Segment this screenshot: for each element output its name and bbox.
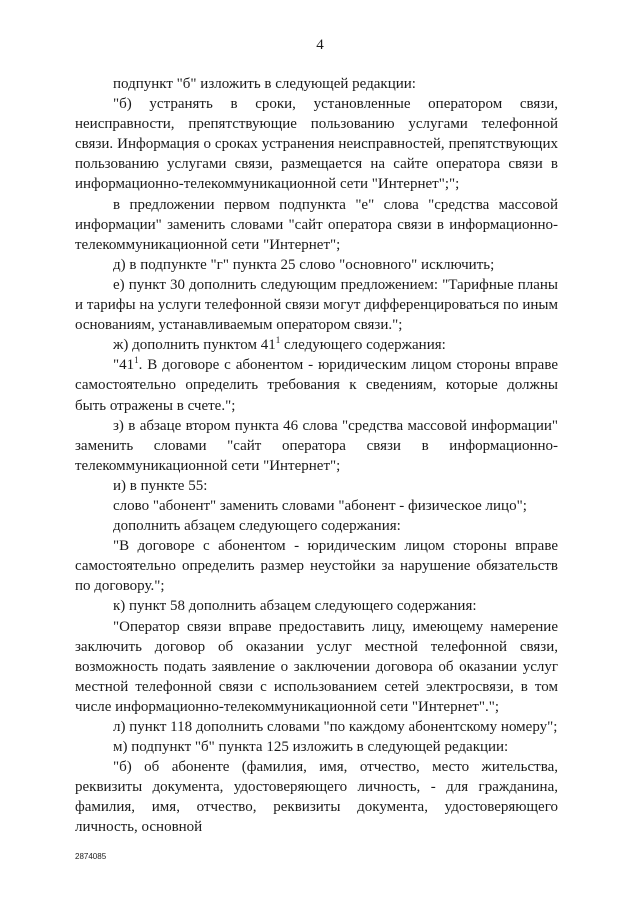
paragraph: слово "абонент" заменить словами "абонент - физическое лицо"; bbox=[113, 497, 527, 514]
paragraph: "б) устранять в сроки, установленные оператором связи, неисправности, препятствующие пользованию услугами телефонной связи. Информация о сроках устранения неисправностей, препятствующих пользованию услугами связи, размещается на сайте оператора связи в информационно-телекоммуникационной сети "Интернет";"; bbox=[75, 96, 558, 193]
paragraph: л) пункт 118 дополнить словами "по каждому абонентскому номеру"; bbox=[113, 719, 558, 735]
document-code: 2874085 bbox=[75, 852, 107, 861]
paragraph: м) подпункт "б" пункта 125 изложить в следующей редакции: bbox=[113, 739, 509, 756]
paragraph: подпункт "б" изложить в следующей редакции: bbox=[113, 76, 416, 92]
paragraph bbox=[75, 355, 558, 415]
paragraph: дополнить абзацем следующего содержания: bbox=[113, 518, 401, 535]
paragraph: е) пункт 30 дополнить следующим предложением: "Тарифные планы и тарифы на услуги телефонной связи могут дифференцироваться по иным основаниям, устанавливаемым оператором связи."; bbox=[75, 276, 558, 334]
text-span: . В договоре с абонентом - юридическим лицом стороны вправе самостоятельно определить требования к сведениям, которые должны быть отражены в счете."; bbox=[75, 357, 558, 414]
paragraph: "В договоре с абонентом - юридическим лицом стороны вправе самостоятельно определить размер неустойки за нарушение обязательств по договору."; bbox=[75, 538, 558, 595]
superscript: 1 bbox=[275, 335, 281, 346]
paragraph: з) в абзаце втором пункта 46 слова "средства массовой информации" заменить словами "сайт оператора связи в информационно-телекоммуникационной сети "Интернет"; bbox=[75, 417, 558, 474]
superscript: 1 bbox=[134, 355, 139, 366]
paragraph: и) в пункте 55: bbox=[113, 477, 208, 494]
page-number: 4 bbox=[316, 37, 324, 53]
body-text bbox=[75, 74, 558, 838]
text-span: следующего содержания: bbox=[280, 337, 446, 354]
paragraph bbox=[75, 335, 558, 355]
paragraph: д) в подпункте "г" пункта 25 слово "основного" исключить; bbox=[113, 256, 495, 273]
paragraph: в предложении первом подпункта "е" слова "средства массовой информации" заменить словами "сайт оператора связи в информационно-телекоммуникационной сети "Интернет"; bbox=[75, 196, 558, 253]
paragraph: "б) об абоненте (фамилия, имя, отчество, место жительства, реквизиты документа, удостоверяющего личность, - для гражданина, фамилия, имя, отчество, реквизиты документа, удостоверяющего личность, основной bbox=[75, 759, 558, 836]
paragraph: "Оператор связи вправе предоставить лицу, имеющему намерение заключить договор об оказании услуг местной телефонной связи, возможность подать заявление о заключении договора об оказании услуг местной телефонной связи с использованием сетей электросвязи, в том числе информационно-телекоммуникационной сети "Интернет"."; bbox=[75, 618, 558, 715]
text-span: ж) дополнить пунктом 41 bbox=[113, 337, 276, 354]
paragraph: к) пункт 58 дополнить абзацем следующего содержания: bbox=[113, 598, 477, 615]
text-span: "41 bbox=[113, 357, 135, 374]
